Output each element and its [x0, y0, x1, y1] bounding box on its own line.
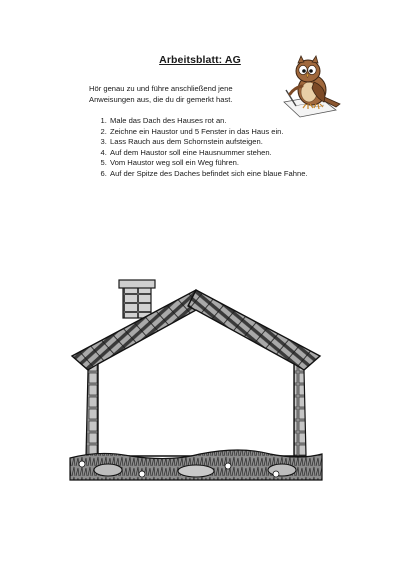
instruction-list	[96, 116, 321, 180]
instruction-item: 1. Male das Dach des Hauses rot an.	[109, 116, 321, 127]
house-outline-picture	[68, 276, 324, 484]
instruction-item: 2. Zeichne ein Haustor und 5 Fenster in das Haus ein.	[109, 127, 321, 138]
instruction-item: 4. Auf dem Haustor soll eine Hausnummer stehen.	[109, 148, 321, 159]
instruction-item: 3. Lass Rauch aus dem Schornstein aufsteigen.	[109, 137, 321, 148]
instruction-item: 6. Auf der Spitze des Daches befindet sich eine blaue Fahne.	[109, 169, 321, 180]
instruction-item: 5. Vom Haustor weg soll ein Weg führen.	[109, 158, 321, 169]
owl-drawing-picture	[278, 54, 346, 120]
worksheet-intro: Hör genau zu und führe anschließend jene Anweisungen aus, die du dir gemerkt hast.	[89, 84, 233, 104]
worksheet-title: Arbeitsblatt: AG	[159, 54, 241, 66]
